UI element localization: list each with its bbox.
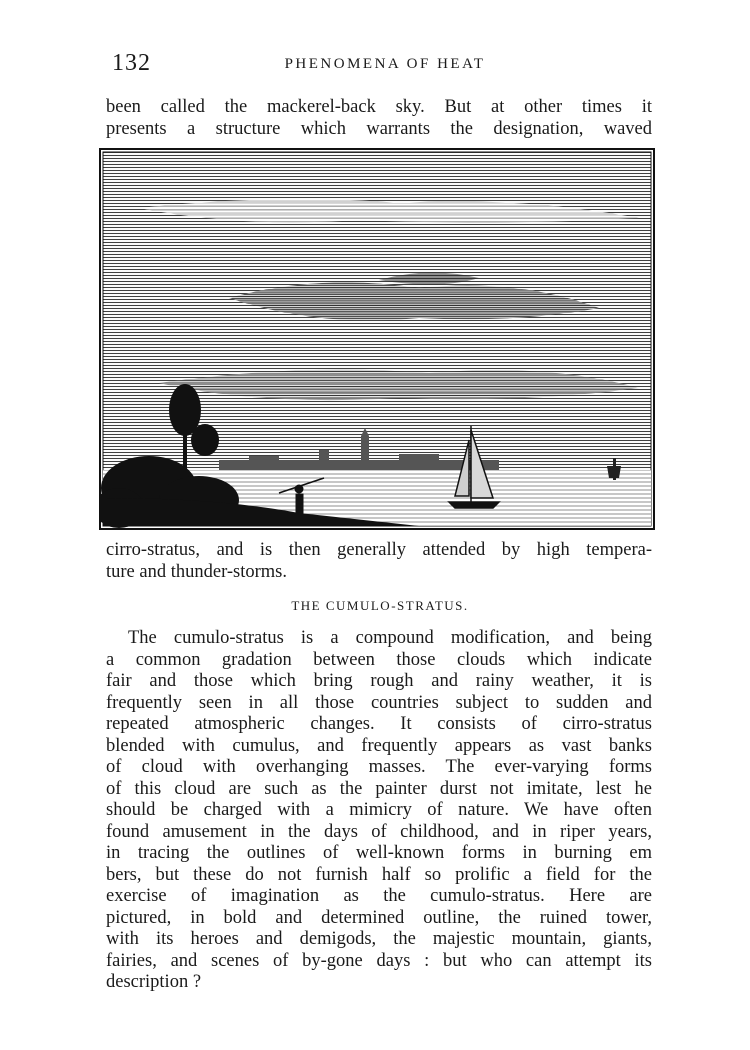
text-line: cirro-stratus, and is then generally attended by high tempera-: [106, 540, 652, 560]
text-line: The cumulo-stratus is a compound modification, and being: [128, 628, 652, 648]
text-line: fair and those which bring rough and rainy weather, it is: [106, 671, 652, 691]
text-line: of this cloud are such as the painter durst not imitate, lest he: [106, 778, 652, 799]
text-line: presents a structure which warrants the designation, waved: [106, 118, 652, 139]
text-line: description ?: [106, 972, 202, 992]
text-line: of cloud with overhanging masses. The ever-varying forms: [106, 757, 652, 777]
top-text: [106, 97, 652, 140]
text-line: a common gradation between those clouds which indicate: [106, 649, 652, 670]
text-line: should be charged with a mimicry of nature. We have often: [106, 800, 652, 820]
section-heading: THE CUMULO-STRATUS.: [291, 598, 469, 613]
page-number: 132: [112, 50, 151, 76]
text-line: found amusement in the days of childhood, and in riper years,: [106, 821, 652, 842]
text-line: pictured, in bold and determined outline, the ruined tower,: [106, 907, 652, 928]
text-line: bers, but these do not furnish half so prolific a field for the: [106, 864, 652, 885]
text-line: repeated atmospheric changes. It consists of cirro-stratus: [106, 714, 652, 734]
text-line: ture and thunder-storms.: [106, 561, 287, 582]
running-head: PHENOMENA OF HEAT: [284, 56, 486, 72]
text-line: fairies, and scenes of by-gone days : but who can attempt its: [106, 950, 652, 971]
caption-text: [106, 540, 652, 583]
cumulo-stratus-engraving: [99, 148, 655, 530]
text-line: in tracing the outlines of well-known forms in burning em: [106, 843, 652, 863]
text-line: exercise of imagination as the cumulo-stratus. Here are: [106, 886, 652, 906]
text-line: frequently seen in all those countries subject to sudden and: [106, 692, 652, 713]
text-line: blended with cumulus, and frequently appears as vast banks: [106, 735, 652, 756]
text-line: been called the mackerel-back sky. But at other times it: [106, 97, 652, 117]
body-paragraph: [106, 628, 652, 994]
text-line: with its heroes and demigods, the majestic mountain, giants,: [106, 929, 652, 949]
